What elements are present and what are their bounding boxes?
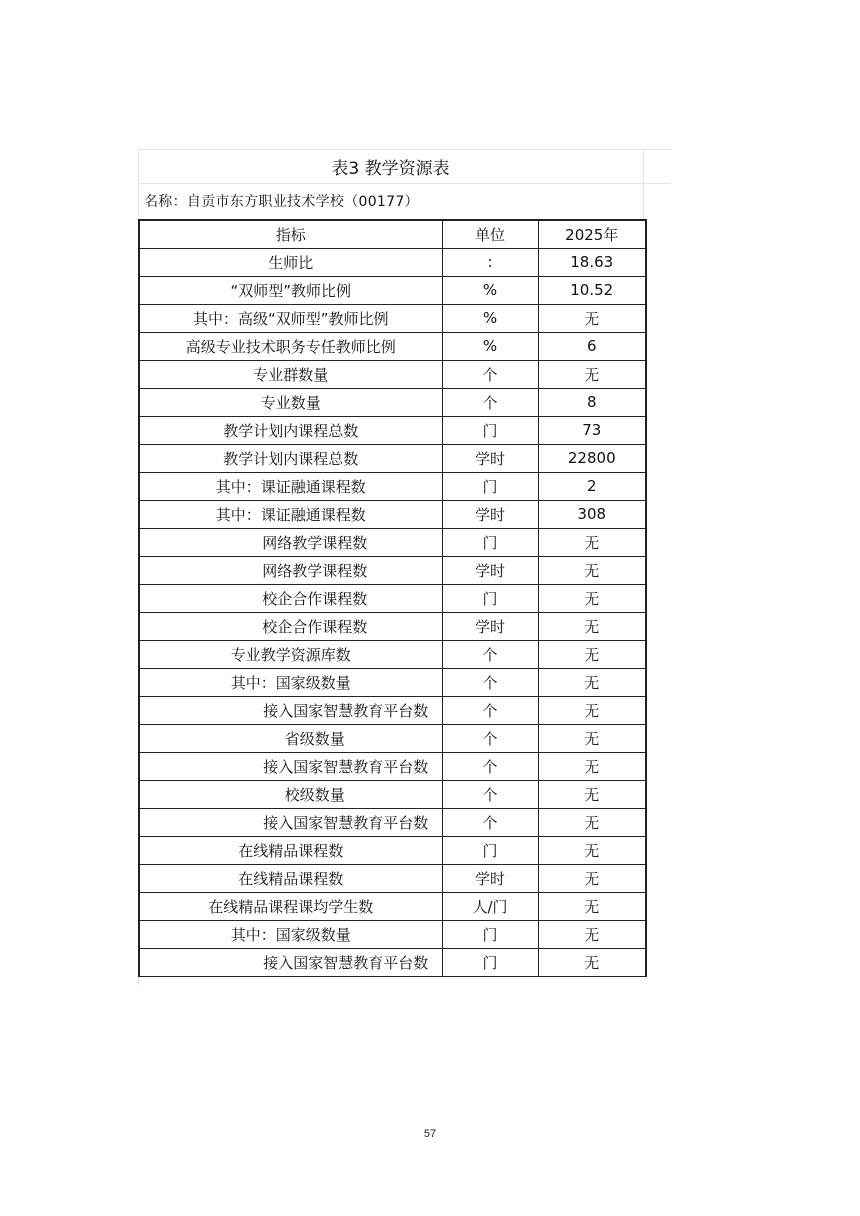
value-cell: 无: [538, 836, 646, 864]
unit-cell: 个: [442, 668, 538, 696]
indicator-cell: 校级数量: [139, 780, 442, 808]
indicator-cell: 接入国家智慧教育平台数: [139, 752, 442, 780]
indicator-cell: 高级专业技术职务专任教师比例: [139, 332, 442, 360]
unit-cell: 门: [442, 948, 538, 976]
header-year: 2025年: [538, 220, 646, 248]
unit-cell: 门: [442, 584, 538, 612]
indicator-cell: 其中：课证融通课程数: [139, 472, 442, 500]
unit-cell: 门: [442, 920, 538, 948]
value-cell: 无: [538, 696, 646, 724]
value-cell: 无: [538, 556, 646, 584]
indicator-cell: 其中：国家级数量: [139, 920, 442, 948]
table-row: [139, 500, 646, 528]
indicator-cell: 其中：课证融通课程数: [139, 500, 442, 528]
table-row: [139, 248, 646, 276]
indicator-cell: 教学计划内课程总数: [139, 416, 442, 444]
value-cell: 无: [538, 892, 646, 920]
table-title: 表3 教学资源表: [331, 158, 450, 179]
table-row: [139, 584, 646, 612]
indicator-cell: 其中：高级“双师型”教师比例: [139, 304, 442, 332]
indicator-cell: 生师比: [139, 248, 442, 276]
unit-cell: 个: [442, 360, 538, 388]
table-row: [139, 808, 646, 836]
indicator-cell: 其中：国家级数量: [139, 668, 442, 696]
value-cell: 22800: [538, 444, 646, 472]
table-row: [139, 444, 646, 472]
unit-cell: 个: [442, 724, 538, 752]
table-row: [139, 752, 646, 780]
indicator-cell: 专业群数量: [139, 360, 442, 388]
indicator-cell: 专业数量: [139, 388, 442, 416]
unit-cell: 个: [442, 388, 538, 416]
table-row: [139, 472, 646, 500]
unit-cell: 门: [442, 528, 538, 556]
value-cell: 18.63: [538, 248, 646, 276]
indicator-cell: 网络教学课程数: [139, 528, 442, 556]
value-cell: 10.52: [538, 276, 646, 304]
unit-cell: 人/门: [442, 892, 538, 920]
unit-cell: 个: [442, 752, 538, 780]
table-row: [139, 696, 646, 724]
table-row: [139, 304, 646, 332]
table-row: [139, 864, 646, 892]
unit-cell: 学时: [442, 612, 538, 640]
unit-cell: 个: [442, 696, 538, 724]
table-row: [139, 892, 646, 920]
teaching-resources-table: [138, 219, 647, 977]
value-cell: 无: [538, 612, 646, 640]
value-cell: 无: [538, 668, 646, 696]
unit-cell: 个: [442, 808, 538, 836]
value-cell: 无: [538, 584, 646, 612]
value-cell: 308: [538, 500, 646, 528]
school-name: 名称：自贡市东方职业技术学校（00177）: [144, 194, 419, 210]
indicator-cell: 在线精品课程课均学生数: [139, 892, 442, 920]
page-number: 57: [423, 1128, 437, 1140]
value-cell: 无: [538, 724, 646, 752]
unit-cell: 门: [442, 472, 538, 500]
header-indicator: 指标: [139, 220, 442, 248]
unit-cell: 门: [442, 416, 538, 444]
table-row: [139, 724, 646, 752]
table-row: [139, 948, 646, 976]
table-row: [139, 556, 646, 584]
unit-cell: 个: [442, 780, 538, 808]
indicator-cell: 校企合作课程数: [139, 584, 442, 612]
unit-cell: :: [442, 248, 538, 276]
table-row: [139, 416, 646, 444]
unit-cell: 学时: [442, 864, 538, 892]
value-cell: 无: [538, 808, 646, 836]
unit-cell: 门: [442, 836, 538, 864]
value-cell: 无: [538, 920, 646, 948]
table-row: [139, 528, 646, 556]
unit-cell: %: [442, 332, 538, 360]
unit-cell: 学时: [442, 444, 538, 472]
indicator-cell: 接入国家智慧教育平台数: [139, 948, 442, 976]
gridline: [643, 149, 644, 219]
header-unit: 单位: [442, 220, 538, 248]
value-cell: 无: [538, 304, 646, 332]
indicator-cell: 省级数量: [139, 724, 442, 752]
table-row: [139, 332, 646, 360]
value-cell: 无: [538, 528, 646, 556]
indicator-cell: 专业教学资源库数: [139, 640, 442, 668]
value-cell: 8: [538, 388, 646, 416]
unit-cell: 学时: [442, 556, 538, 584]
table-row: [139, 388, 646, 416]
table-row: [139, 640, 646, 668]
unit-cell: 学时: [442, 500, 538, 528]
value-cell: 无: [538, 864, 646, 892]
value-cell: 无: [538, 948, 646, 976]
value-cell: 无: [538, 752, 646, 780]
table-row: [139, 276, 646, 304]
indicator-cell: “双师型”教师比例: [139, 276, 442, 304]
table-row: [139, 360, 646, 388]
value-cell: 6: [538, 332, 646, 360]
indicator-cell: 校企合作课程数: [139, 612, 442, 640]
table-row: [139, 612, 646, 640]
value-cell: 无: [538, 640, 646, 668]
indicator-cell: 在线精品课程数: [139, 864, 442, 892]
indicator-cell: 教学计划内课程总数: [139, 444, 442, 472]
value-cell: 无: [538, 780, 646, 808]
table-row: [139, 920, 646, 948]
indicator-cell: 在线精品课程数: [139, 836, 442, 864]
unit-cell: %: [442, 304, 538, 332]
table-row: [139, 668, 646, 696]
value-cell: 73: [538, 416, 646, 444]
value-cell: 无: [538, 360, 646, 388]
table-row: [139, 836, 646, 864]
table-header-row: [139, 220, 646, 248]
unit-cell: %: [442, 276, 538, 304]
indicator-cell: 接入国家智慧教育平台数: [139, 808, 442, 836]
indicator-cell: 网络教学课程数: [139, 556, 442, 584]
table-row: [139, 780, 646, 808]
indicator-cell: 接入国家智慧教育平台数: [139, 696, 442, 724]
unit-cell: 个: [442, 640, 538, 668]
value-cell: 2: [538, 472, 646, 500]
